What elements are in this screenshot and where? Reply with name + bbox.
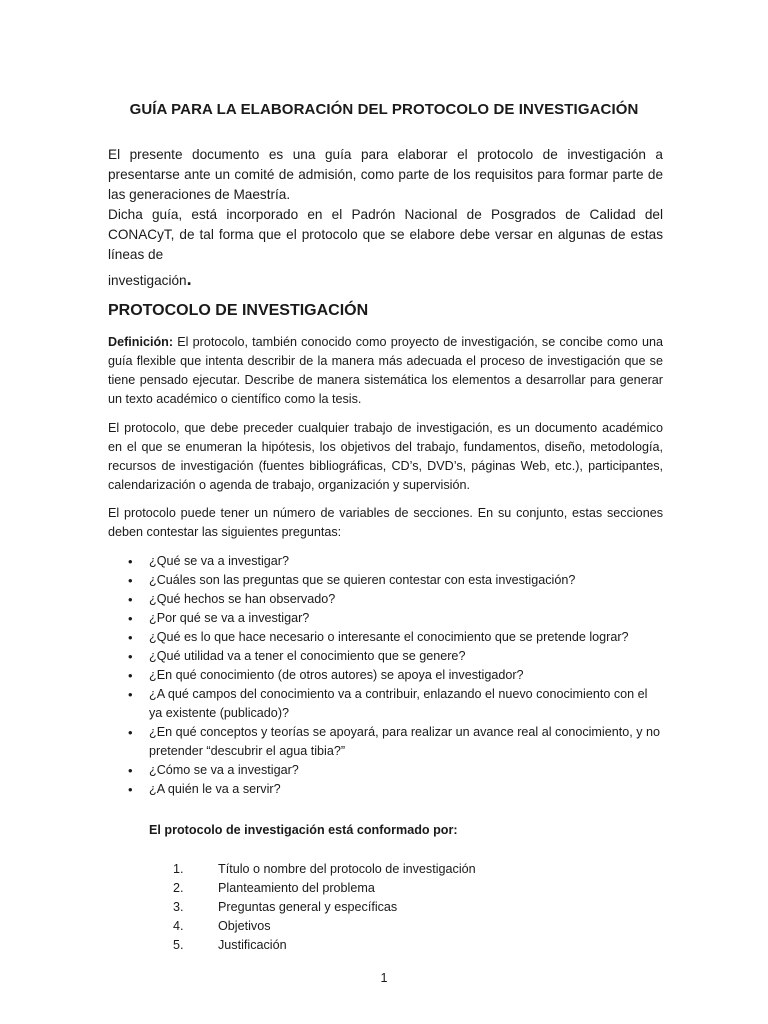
list-item: • ¿En qué conocimiento (de otros autores) se apoya el investigador? — [108, 666, 663, 685]
components-list — [149, 860, 649, 955]
list-item: • ¿A qué campos del conocimiento va a contribuir, enlazando el nuevo conocimiento con el ya existente (publicado)? — [108, 685, 663, 723]
intro-paragraph-2 — [108, 205, 663, 265]
list-item-label: Objetivos — [218, 919, 271, 933]
protocol-paragraph — [108, 419, 663, 495]
list-item-number: 1. — [173, 862, 184, 876]
list-item: • ¿Cuáles son las preguntas que se quieren contestar con esta investigación? — [108, 571, 663, 590]
intro-paragraph-2-text: Dicha guía, está incorporado en el Padrón Nacional de Posgrados de Calidad del CONACyT, de tal forma que el protocolo que se elabore debe versar en algunas de estas líneas de — [108, 207, 663, 262]
list-item: • ¿Qué hechos se han observado? — [108, 590, 663, 609]
list-item — [149, 898, 649, 917]
list-item — [149, 860, 649, 879]
list-item: • ¿Por qué se va a investigar? — [108, 609, 663, 628]
list-item — [149, 917, 649, 936]
intro-block — [108, 145, 663, 291]
intro-last-word: investigación — [108, 273, 187, 288]
definition-paragraph — [108, 333, 663, 409]
intro-paragraph-2-last-line — [108, 269, 663, 291]
list-item — [149, 879, 649, 898]
definition-text: El protocolo, también conocido como proyecto de investigación, se concibe como una guía flexible que intenta describir de la manera más adecuada el proceso de investigación que se tiene pensado ejecutar. Describe de manera sistemática los elementos a desarrollar para generar un texto académico o científico como la tesis. — [108, 335, 663, 406]
list-item-label: Justificación — [218, 938, 287, 952]
list-item: • ¿En qué conceptos y teorías se apoyará, para realizar un avance real al conocimiento, y no pretender “descubrir el agua tibia?” — [108, 723, 663, 761]
page-number: 1 — [380, 971, 388, 985]
components-heading: El protocolo de investigación está conformado por: — [149, 823, 458, 837]
document-title: GUÍA PARA LA ELABORACIÓN DEL PROTOCOLO DE INVESTIGACIÓN — [129, 101, 639, 118]
protocol-paragraph-text: El protocolo, que debe preceder cualquier trabajo de investigación, es un documento académico en el que se enumeran la hipótesis, los objetivos del trabajo, fundamentos, diseño, metodología, recursos de investigación (fuentes bibliográficas, CD’s, DVD’s, páginas Web, etc.), participantes, calendarización o agenda de trabajo, organización y supervisión. — [108, 421, 663, 492]
list-item-number: 3. — [173, 900, 184, 914]
section-heading: PROTOCOLO DE INVESTIGACIÓN — [108, 302, 369, 319]
list-item-number: 4. — [173, 919, 184, 933]
intro-period: . — [186, 269, 192, 289]
list-item: • ¿Qué utilidad va a tener el conocimiento que se genere? — [108, 647, 663, 666]
variables-paragraph-text: El protocolo puede tener un número de variables de secciones. En su conjunto, estas secciones deben contestar las siguientes preguntas: — [108, 506, 663, 539]
list-item: • ¿Qué es lo que hace necesario o interesante el conocimiento que se pretende lograr? — [108, 628, 663, 647]
list-item-label: Preguntas general y específicas — [218, 900, 398, 914]
intro-paragraph-1: El presente documento es una guía para elaborar el protocolo de investigación a presentarse ante un comité de admisión, como parte de los requisitos para formar parte de las generaciones de Maestría. — [108, 147, 663, 202]
questions-list — [108, 552, 663, 799]
list-item — [149, 936, 649, 955]
list-item: • ¿Qué se va a investigar? — [108, 552, 663, 571]
list-item-label: Título o nombre del protocolo de investigación — [218, 862, 476, 876]
list-item-label: Planteamiento del problema — [218, 881, 375, 895]
list-item: • ¿Cómo se va a investigar? — [108, 761, 663, 780]
definition-label: Definición: — [108, 335, 174, 349]
variables-paragraph — [108, 504, 663, 542]
list-item-number: 5. — [173, 938, 184, 952]
list-item: • ¿A quién le va a servir? — [108, 780, 663, 799]
list-item-number: 2. — [173, 881, 184, 895]
